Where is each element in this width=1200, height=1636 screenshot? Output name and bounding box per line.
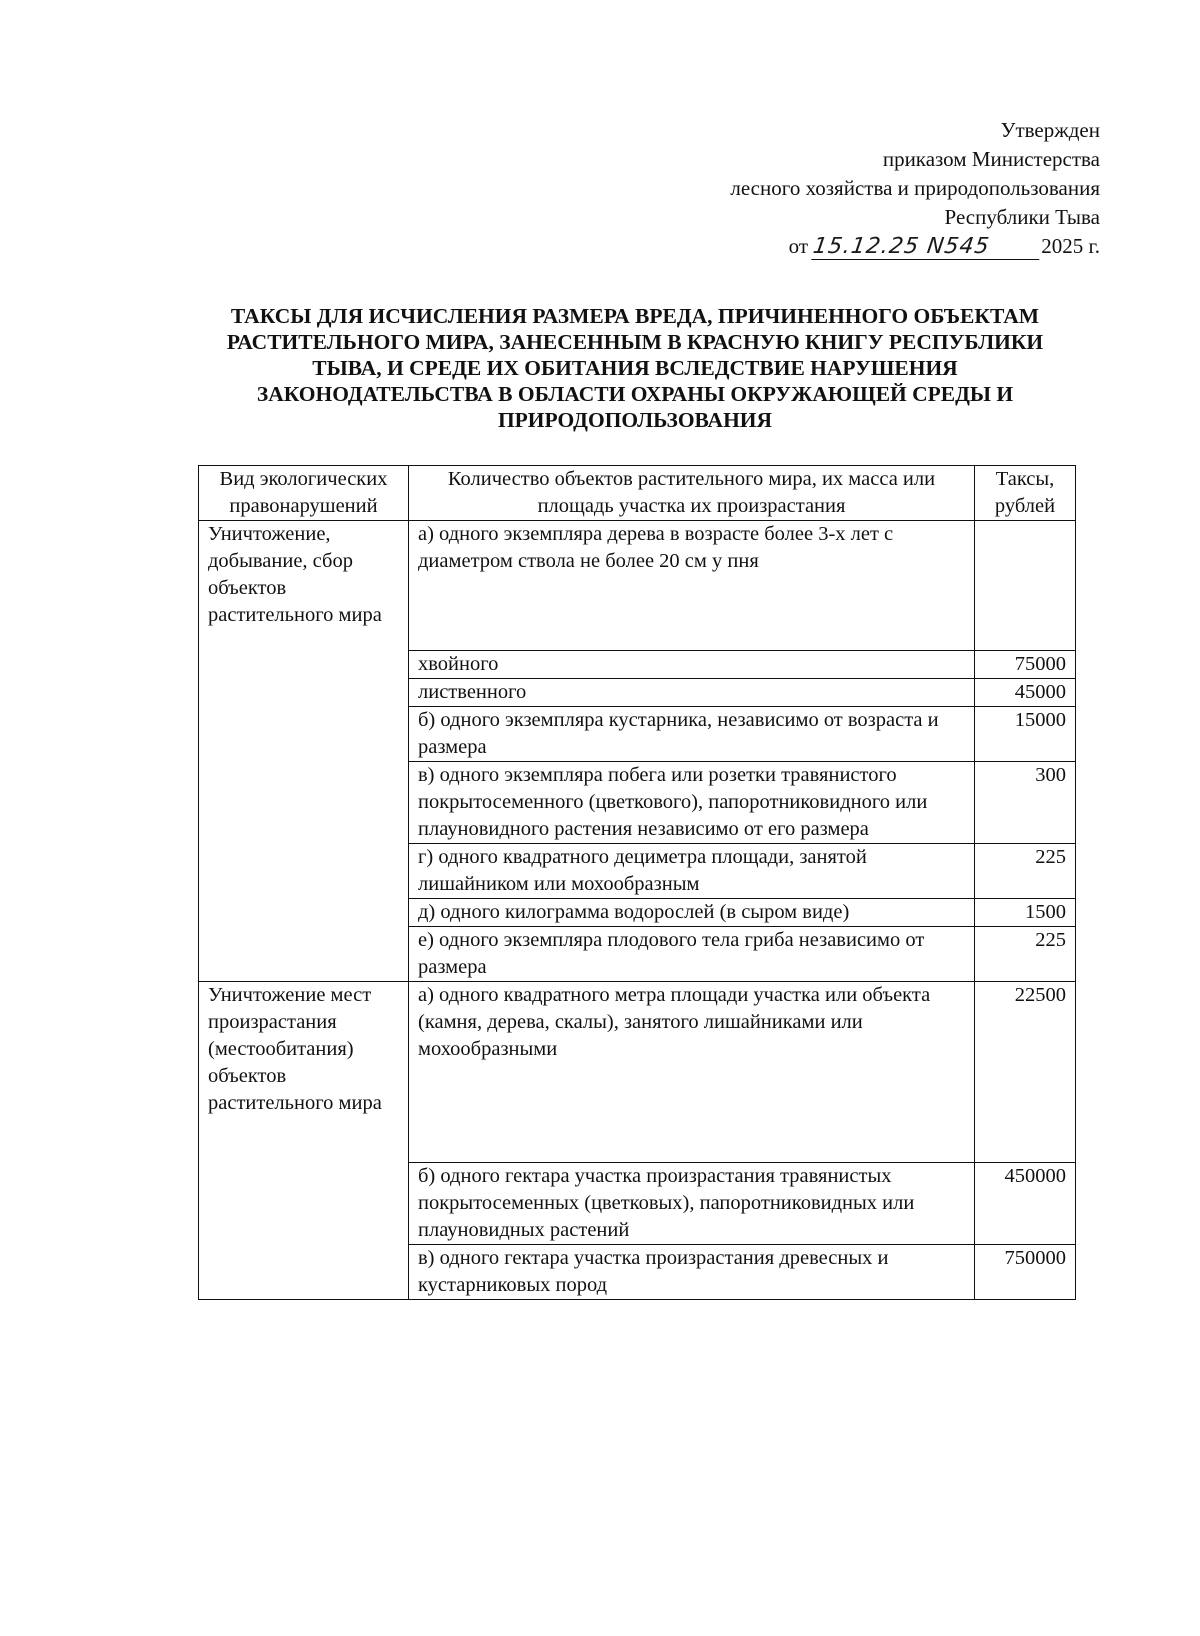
date-prefix: от (788, 234, 808, 258)
description-cell: д) одного килограмма водорослей (в сыром виде) (409, 899, 975, 927)
table-header-row (199, 466, 1076, 521)
approval-date-line (730, 232, 1100, 261)
rate-cell: 225 (975, 927, 1076, 982)
description-cell: а) одного экземпляра дерева в возрасте более 3-х лет с диаметром ствола не более 20 см у пня (409, 521, 975, 651)
approval-block (730, 116, 1100, 261)
rate-cell: 75000 (975, 651, 1076, 679)
tax-table (198, 465, 1076, 1300)
description-cell: б) одного экземпляра кустарника, независимо от возраста и размера (409, 707, 975, 762)
rate-cell: 15000 (975, 707, 1076, 762)
description-cell: е) одного экземпляра плодового тела гриба независимо от размера (409, 927, 975, 982)
date-suffix: 2025 г. (1041, 234, 1100, 258)
handwritten-date: 15.12.25 N545 (811, 235, 1043, 260)
category-cell: Уничтожение, добывание, сбор объектов растительного мира (199, 521, 409, 982)
description-cell: в) одного гектара участка произрастания древесных и кустарниковых пород (409, 1245, 975, 1300)
header-quantity: Количество объектов растительного мира, их масса или площадь участка их произрастания (409, 466, 975, 521)
description-cell: г) одного квадратного дециметра площади, занятой лишайником или мохообразным (409, 844, 975, 899)
rate-cell: 300 (975, 762, 1076, 844)
header-violation-type: Вид экологических правонарушений (199, 466, 409, 521)
rate-cell: 45000 (975, 679, 1076, 707)
category-cell: Уничтожение мест произрастания (местообитания) объектов растительного мира (199, 982, 409, 1300)
description-cell: лиственного (409, 679, 975, 707)
rate-cell: 750000 (975, 1245, 1076, 1300)
approval-line-republic: Республики Тыва (944, 205, 1100, 229)
table-row (199, 982, 1076, 1163)
rate-cell: 225 (975, 844, 1076, 899)
document-title: ТАКСЫ ДЛЯ ИСЧИСЛЕНИЯ РАЗМЕРА ВРЕДА, ПРИЧИНЕННОГО ОБЪЕКТАМ РАСТИТЕЛЬНОГО МИРА, ЗАНЕСЕННЫМ В КРАСНУЮ КНИГУ РЕСПУБЛИКИ ТЫВА, И СРЕДЕ ИХ ОБИТАНИЯ ВСЛЕДСТВИЕ НАРУШЕНИЯ ЗАКОНОДАТЕЛЬСТВА В ОБЛАСТИ ОХРАНЫ ОКРУЖАЮЩЕЙ СРЕДЫ И ПРИРОДОПОЛЬЗОВАНИЯ (226, 304, 1044, 432)
rate-cell (975, 521, 1076, 651)
approval-line-approved: Утвержден (1000, 118, 1100, 142)
rate-cell: 22500 (975, 982, 1076, 1163)
description-cell: в) одного экземпляра побега или розетки травянистого покрытосеменного (цветкового), папоротниковидного или плауновидного растения независимо от его размера (409, 762, 975, 844)
description-cell: а) одного квадратного метра площади участка или объекта (камня, дерева, скалы), занятого лишайниками или мохообразными (409, 982, 975, 1163)
table-row (199, 521, 1076, 651)
rate-cell: 1500 (975, 899, 1076, 927)
approval-line-ministry: лесного хозяйства и природопользования (730, 176, 1100, 200)
description-cell: хвойного (409, 651, 975, 679)
description-cell: б) одного гектара участка произрастания травянистых покрытосеменных (цветковых), папоротниковидных или плауновидных растений (409, 1163, 975, 1245)
rate-cell: 450000 (975, 1163, 1076, 1245)
header-rate: Таксы, рублей (975, 466, 1076, 521)
approval-line-order: приказом Министерства (882, 147, 1100, 171)
